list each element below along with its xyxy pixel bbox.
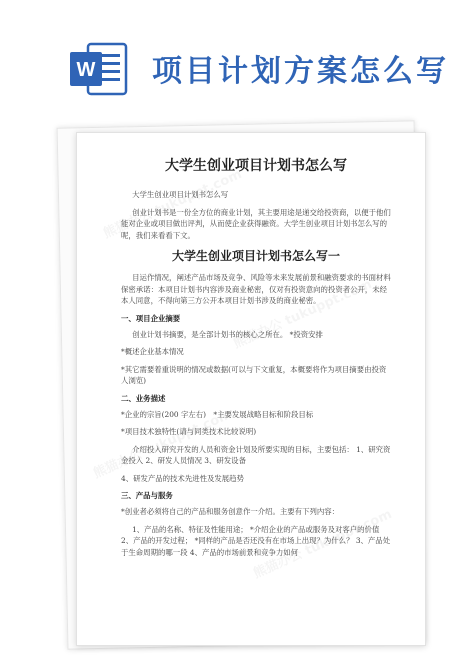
section-heading: 一、项目企业摘要 [121, 313, 181, 323]
section-heading: 二、业务描述 [121, 393, 166, 403]
section-line: *企业的宗旨(200 字左右) *主要发展战略目标和阶段目标 [121, 409, 314, 419]
overview-paragraph: 目运作情况，阐述产品市场及竞争、风险等未来发展前景和融资要求的书面材料 保密承诺：本项目计划书内容涉及商业秘密，仅对有投资意向的投资者公开，未经本人同意，不得向第三方公开本项目计划书涉及的商业秘密。 [121, 273, 391, 305]
banner-title: 项目计划方案怎么写 [152, 54, 449, 89]
section-line: 创业计划书摘要，是全部计划书的核心之所在。 *投资安排 [132, 329, 323, 339]
document-content [121, 151, 391, 564]
document-page [76, 132, 426, 646]
lead-line: 大学生创业项目计划书怎么写 [132, 190, 229, 199]
section-heading: 三、产品与服务 [121, 491, 173, 500]
section-line: 4、研发产品的技术先进性及发展趋势 [121, 473, 244, 483]
section-line: *创业者必须将自己的产品和服务创意作一介绍。主要有下列内容： [121, 507, 340, 516]
word-doc-icon [68, 38, 130, 100]
document-subtitle: 大学生创业项目计划书怎么写一 [171, 249, 340, 263]
intro-paragraph: 创业计划书是一份全方位的商业计划，其主要用途是递交给投资商，以便于他们能对企业或项目做出评判，从而使企业获得融资。大学生创业项目计划书怎么写的呢，我们来看看下文。 [121, 207, 391, 240]
section-line: 1、产品的名称、特征及性能用途； *介绍企业的产品或服务及对客户的价值 2、产品的开发过程； *同样的产品是否还没有在市场上出现？为什么？ 3、产品处于生命周期的哪一段 4、产品的市场前景和竞争力如何 [121, 524, 391, 557]
banner [0, 0, 474, 125]
document-title: 大学生创业项目计划书怎么写 [165, 158, 347, 174]
section-line: *概述企业基本情况 [121, 347, 184, 356]
section-line: *项目技术独特性(请与同类技术比较说明) [121, 427, 257, 436]
section-line: *其它需要着重说明的情况或数据(可以与下文重复，本概要将作为项目摘要由投资人浏览) [121, 364, 387, 385]
section-line: 介绍投入研究开发的人员和资金计划及所要实现的目标，主要包括： 1、研究资金投入 2、研发人员情况 3、研发设备 [121, 444, 391, 465]
word-logo-letter: W [76, 59, 96, 81]
